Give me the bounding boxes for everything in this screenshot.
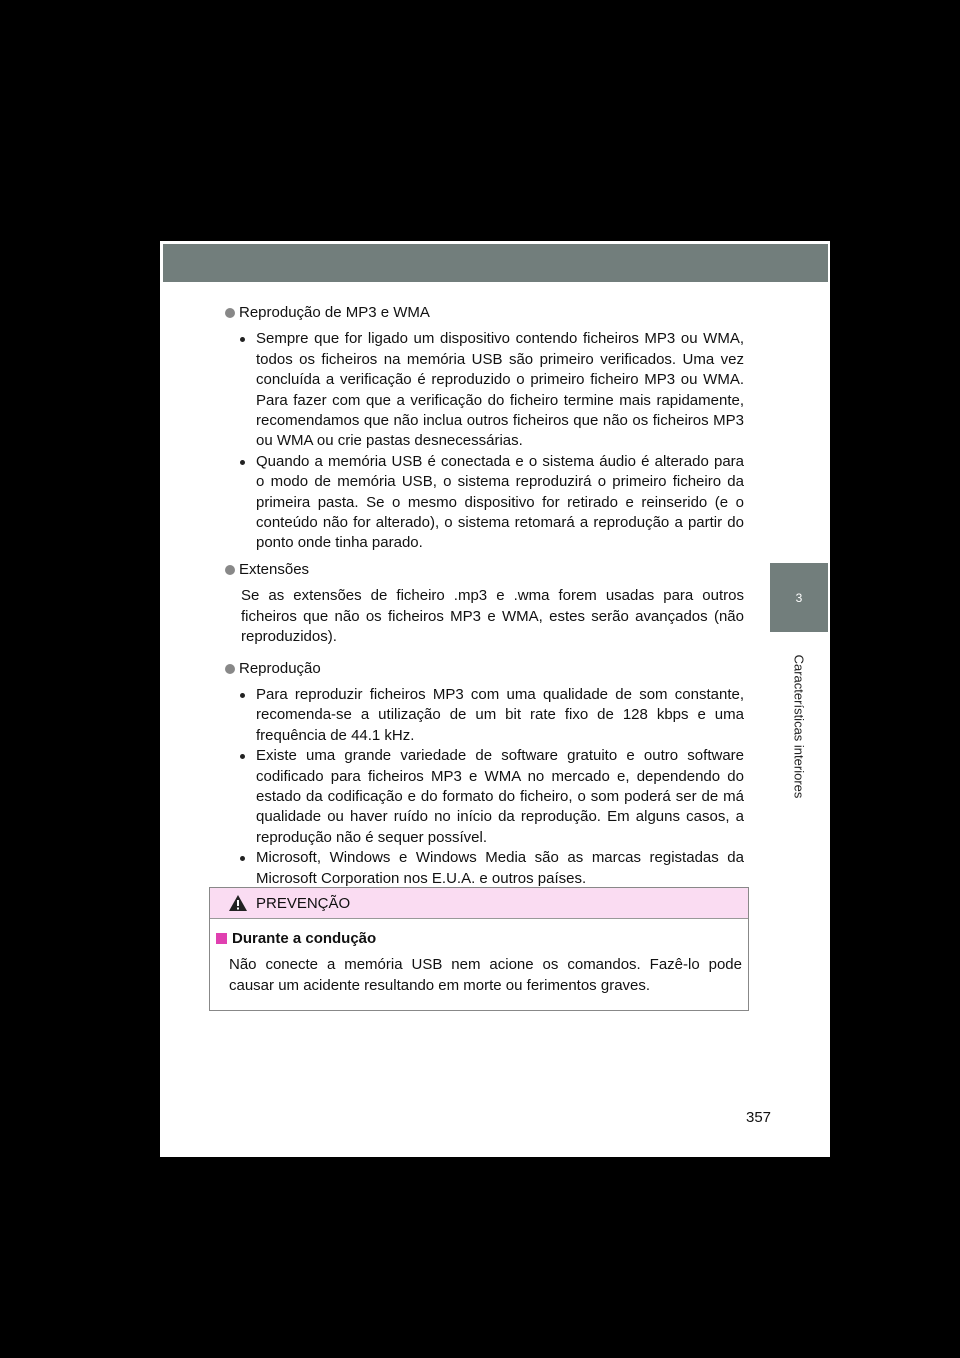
warning-title: PREVENÇÃO bbox=[256, 894, 351, 912]
chapter-tab bbox=[770, 563, 828, 632]
bullet-icon bbox=[240, 693, 245, 698]
bullet-icon bbox=[240, 856, 245, 861]
list-item: Sempre que for ligado um dispositivo contendo ficheiros MP3 ou WMA, todos os ficheiros na memória USB são primeiro verificados. Uma vez concluída a verificação é reproduzido o primeiro ficheiro MP3 ou WMA. Para fazer com que a verificação do ficheiro termine mais rapidamente, recomendamos que não inclua outros ficheiros que não os ficheiros MP3 ou WMA ou crie pastas desnecessárias. bbox=[222, 329, 744, 451]
bullet-icon bbox=[240, 460, 245, 465]
list-item: Quando a memória USB é conectada e o sistema áudio é alterado para o modo de memória USB, o sistema reproduzirá o primeiro ficheiro da primeira pasta. Se o mesmo dispositivo for retirado e reinserido (e o conteúdo não for alterado), o sistema retomará a reprodução a partir do ponto onde tinha parado. bbox=[222, 452, 744, 554]
header-bar bbox=[163, 244, 828, 282]
warning-triangle-icon bbox=[228, 894, 248, 912]
section-title: Extensões bbox=[222, 560, 744, 580]
bullet-icon bbox=[240, 337, 245, 342]
warning-header bbox=[210, 888, 748, 919]
warning-box bbox=[209, 887, 749, 1011]
circle-bullet-icon bbox=[225, 664, 235, 674]
circle-bullet-icon bbox=[225, 308, 235, 318]
chapter-number: 3 bbox=[795, 590, 803, 605]
circle-bullet-icon bbox=[225, 565, 235, 575]
page-number: 357 bbox=[746, 1109, 772, 1126]
chapter-label: Características interiores bbox=[791, 654, 807, 798]
list-item: Para reproduzir ficheiros MP3 com uma qualidade de som constante, recomenda-se a utilização de um bit rate fixo de 128 kbps e uma frequência de 44.1 kHz. bbox=[222, 685, 744, 746]
bullet-icon bbox=[240, 754, 245, 759]
warning-text: Não conecte a memória USB nem acione os comandos. Fazê-lo pode causar um acidente resultando em morte ou ferimentos graves. bbox=[229, 956, 742, 994]
section-title: Reprodução bbox=[222, 659, 744, 679]
warning-subtitle: Durante a condução bbox=[216, 930, 376, 947]
section-paragraph: Se as extensões de ficheiro .mp3 e .wma forem usadas para outros ficheiros que não os ficheiros MP3 e WMA, estes serão avançados (não reproduzidos). bbox=[241, 587, 744, 646]
list-item: Existe uma grande variedade de software gratuito e outro software codificado para ficheiros MP3 e WMA no mercado e, dependendo do estado da codificação e do formato do ficheiro, o som poderá ser de má qualidade ou haver ruído no início da reprodução. Em alguns casos, a reprodução não é sequer possível. bbox=[222, 746, 744, 848]
bullet-list bbox=[222, 329, 744, 553]
main-content bbox=[222, 303, 744, 895]
square-bullet-icon bbox=[216, 933, 227, 944]
chapter-label-area bbox=[770, 641, 828, 811]
bullet-list bbox=[222, 685, 744, 889]
manual-page bbox=[160, 241, 830, 1157]
section-title: Reprodução de MP3 e WMA bbox=[222, 303, 744, 323]
list-item: Microsoft, Windows e Windows Media são as marcas registadas da Microsoft Corporation nos E.U.A. e outros países. bbox=[222, 848, 744, 889]
